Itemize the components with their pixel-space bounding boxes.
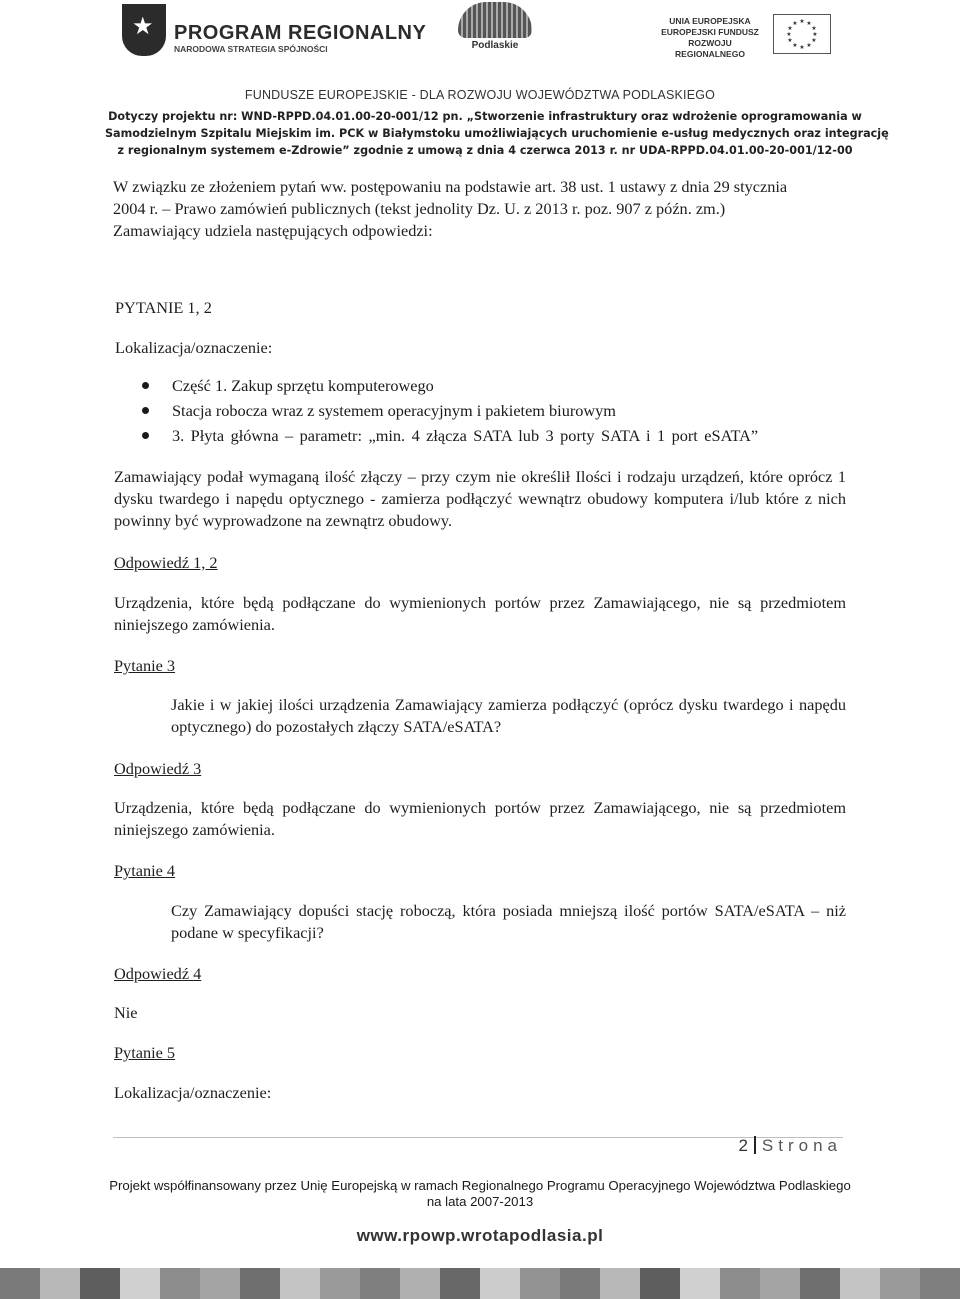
bison-icon xyxy=(458,2,532,38)
list-item-text: 3. Płyta główna – parametr: „min. 4 złącza SATA lub 3 porty SATA i 1 port eSATA” xyxy=(172,426,759,445)
decorative-stripe-bar xyxy=(0,1268,960,1299)
stripe xyxy=(0,1268,40,1299)
project-line: z regionalnym systemem e-Zdrowie” zgodnie z umową z dnia 4 czerwca 2013 r. nr UDA-RPPD.04.01.00-20-001/12-00 xyxy=(117,144,853,157)
program-regionalny-logo xyxy=(122,4,427,62)
svg-text:★: ★ xyxy=(792,20,798,27)
cofinancing-line: na lata 2007-2013 xyxy=(426,1194,534,1209)
stripe xyxy=(160,1268,200,1299)
stripe xyxy=(840,1268,880,1299)
question-5-heading: Pytanie 5 xyxy=(114,1043,176,1062)
answer-3-text: Urządzenia, które będą podłączane do wymienionych portów przez Zamawiającego, nie są przedmiotem niniejszego zamówienia. xyxy=(114,798,846,839)
cofinancing-note xyxy=(0,1178,960,1210)
stripe xyxy=(800,1268,840,1299)
location-label: Lokalizacja/oznaczenie: xyxy=(114,1083,272,1102)
bullet-icon xyxy=(142,407,149,414)
bullet-icon xyxy=(142,432,149,439)
stripe xyxy=(80,1268,120,1299)
stripe xyxy=(520,1268,560,1299)
svg-text:★: ★ xyxy=(812,31,818,38)
svg-text:★: ★ xyxy=(806,42,812,49)
stripe xyxy=(240,1268,280,1299)
eu-logo-line: ROZWOJU REGIONALNEGO xyxy=(675,38,745,59)
eu-logo-line: EUROPEJSKI FUNDUSZ xyxy=(661,27,759,37)
question-1-2-heading: PYTANIE 1, 2 xyxy=(115,298,212,317)
answer-1-2-heading: Odpowiedź 1, 2 xyxy=(114,553,218,572)
stripe xyxy=(400,1268,440,1299)
stripe xyxy=(600,1268,640,1299)
question-3-text: Jakie i w jakiej ilości urządzenia Zamawiający zamierza podłączyć (oprócz dysku twardego i napędu optycznego) do pozostałych złączy SATA/eSATA? xyxy=(171,695,846,736)
answer-4-heading: Odpowiedź 4 xyxy=(114,964,202,983)
svg-text:★: ★ xyxy=(811,25,817,32)
svg-text:★: ★ xyxy=(787,37,793,44)
podlaskie-logo xyxy=(440,2,550,52)
question-3-heading: Pytanie 3 xyxy=(114,656,176,675)
question-4-text: Czy Zamawiający dopuści stację roboczą, która posiada mniejszą ilość portów SATA/eSATA – niż podane w specyfikacji? xyxy=(171,901,846,942)
list-item xyxy=(140,423,860,448)
stripe xyxy=(680,1268,720,1299)
stripe xyxy=(720,1268,760,1299)
svg-text:★: ★ xyxy=(792,42,798,49)
answer-4-text: Nie xyxy=(114,1003,138,1022)
stripe xyxy=(360,1268,400,1299)
logo-title: PROGRAM REGIONALNY xyxy=(174,22,427,44)
stripe xyxy=(640,1268,680,1299)
bullet-icon xyxy=(142,382,149,389)
list-item xyxy=(140,373,860,398)
svg-text:★: ★ xyxy=(799,44,805,51)
eu-flag-icon xyxy=(773,14,831,54)
star-emblem-icon xyxy=(122,4,166,56)
podlaskie-label: Podlaskie xyxy=(471,40,519,51)
page-number-value: 2 xyxy=(738,1136,748,1155)
stripe xyxy=(560,1268,600,1299)
location-label: Lokalizacja/oznaczenie: xyxy=(115,338,273,357)
stripe xyxy=(480,1268,520,1299)
question-4-heading: Pytanie 4 xyxy=(114,861,176,880)
page-separator xyxy=(754,1136,756,1154)
svg-text:★: ★ xyxy=(786,31,792,38)
stripe xyxy=(40,1268,80,1299)
stripe xyxy=(200,1268,240,1299)
question-1-2-list xyxy=(140,373,860,448)
stripe xyxy=(280,1268,320,1299)
list-item-text: Część 1. Zakup sprzętu komputerowego xyxy=(172,376,434,395)
answer-1-2-text: Urządzenia, które będą podłączane do wymienionych portów przez Zamawiającego, nie są przedmiotem niniejszego zamówienia. xyxy=(114,593,846,634)
stripe xyxy=(440,1268,480,1299)
svg-text:★: ★ xyxy=(787,25,793,32)
eu-logo-line: UNIA EUROPEJSKA xyxy=(669,16,751,26)
svg-text:★: ★ xyxy=(806,20,812,27)
eu-logo-text xyxy=(655,16,765,60)
stripe xyxy=(760,1268,800,1299)
cofinancing-line: Projekt współfinansowany przez Unię Europejską w ramach Regionalnego Programu Operacyjnego Województwa Podlaskiego xyxy=(109,1178,851,1193)
project-info xyxy=(105,108,889,159)
stripe xyxy=(120,1268,160,1299)
stripe xyxy=(320,1268,360,1299)
list-item-text: Stacja robocza wraz z systemem operacyjnym i pakietem biurowym xyxy=(172,401,616,420)
page-number xyxy=(680,1136,842,1156)
svg-text:★: ★ xyxy=(799,18,805,25)
project-line: Dotyczy projektu nr: WND-RPPD.04.01.00-20-001/12 pn. „Stworzenie infrastruktury oraz wdrożenie oprogramowania w xyxy=(108,110,862,123)
page-label: Strona xyxy=(761,1136,842,1155)
website-url: www.rpowp.wrotapodlasia.pl xyxy=(356,1226,604,1245)
list-item xyxy=(140,398,860,423)
stripe xyxy=(920,1268,960,1299)
stripe xyxy=(880,1268,920,1299)
logo-subtitle: NARODOWA STRATEGIA SPÓJNOŚCI xyxy=(174,44,328,54)
intro-paragraph: W związku ze złożeniem pytań ww. postępowaniu na podstawie art. 38 ust. 1 ustawy z dnia 29 stycznia 2004 r. – Prawo zamówień publicznych (tekst jednolity Dz. U. z 2013 r. poz. 907 z późn. zm.) Zamawiający udziela następujących odpowiedzi: xyxy=(113,177,788,240)
svg-text:★: ★ xyxy=(811,37,817,44)
project-line: Samodzielnym Szpitalu Miejskim im. PCK w Białymstoku umożliwiających uruchomienie e-usług medycznych oraz integrację xyxy=(105,127,889,140)
eu-logo xyxy=(655,14,855,59)
question-1-2-text: Zamawiający podał wymaganą ilość złączy – przy czym nie określił Ilości i rodzaju urządzeń, które oprócz 1 dysku twardego i napędu optycznego - zamierza podłączyć wewnątrz obudowy komputera i/lub które z nich powinny być wyprowadzone na zewnątrz obudowy. xyxy=(114,467,846,530)
funds-line: FUNDUSZE EUROPEJSKIE - DLA ROZWOJU WOJEWÓDZTWA PODLASKIEGO xyxy=(244,88,716,102)
answer-3-heading: Odpowiedź 3 xyxy=(114,759,202,778)
